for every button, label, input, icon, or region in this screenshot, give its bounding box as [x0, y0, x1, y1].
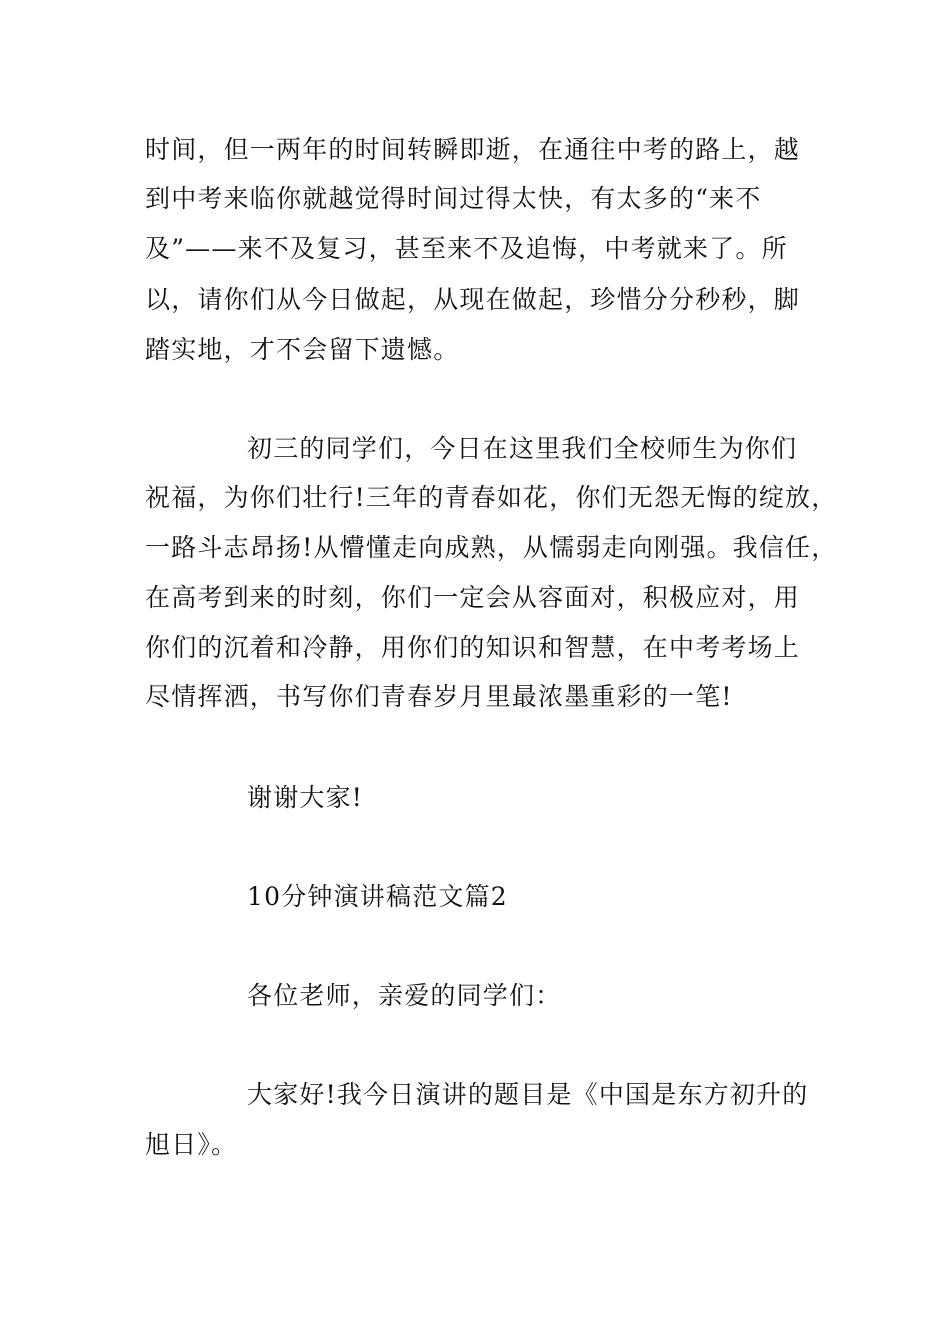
paragraph-2-line-4: 在高考到来的时刻，你们一定会从容面对，积极应对，用	[145, 583, 801, 612]
paragraph-2-line-2: 祝福，为你们壮行!三年的青春如花，你们无怨无悔的绽放，	[145, 483, 838, 512]
paragraph-3-line-2: 旭日》。	[145, 1130, 238, 1159]
paragraph-1-line-2: 到中考来临你就越觉得时间过得太快，有太多的“来不	[145, 184, 762, 213]
paragraph-1-line-5: 踏实地，才不会留下遗憾。	[145, 335, 460, 364]
greeting-line: 各位老师，亲爱的同学们：	[247, 981, 562, 1010]
paragraph-1-line-4: 以，请你们从今日做起，从现在做起，珍惜分分秒秒，脚	[145, 285, 801, 314]
paragraph-3-line-1: 大家好!我今日演讲的题目是《中国是东方初升的	[247, 1080, 809, 1109]
paragraph-2-line-1: 初三的同学们，今日在这里我们全校师生为你们	[247, 434, 798, 463]
paragraph-1-line-3: 及”——来不及复习，甚至来不及追悔，中考就来了。所	[145, 234, 788, 263]
paragraph-2-line-5: 你们的沉着和冷静，用你们的知识和智慧，在中考考场上	[145, 633, 801, 662]
thanks-line: 谢谢大家!	[247, 783, 364, 812]
paragraph-2-line-6: 尽情挥洒，书写你们青春岁月里最浓墨重彩的一笔!	[145, 682, 733, 711]
section-title: 10分钟演讲稿范文篇2	[247, 882, 508, 911]
paragraph-2-line-3: 一路斗志昂扬!从懵懂走向成熟，从懦弱走向刚强。我信任，	[145, 533, 838, 562]
paragraph-1-line-1: 时间，但一两年的时间转瞬即逝，在通往中考的路上，越	[145, 135, 801, 164]
